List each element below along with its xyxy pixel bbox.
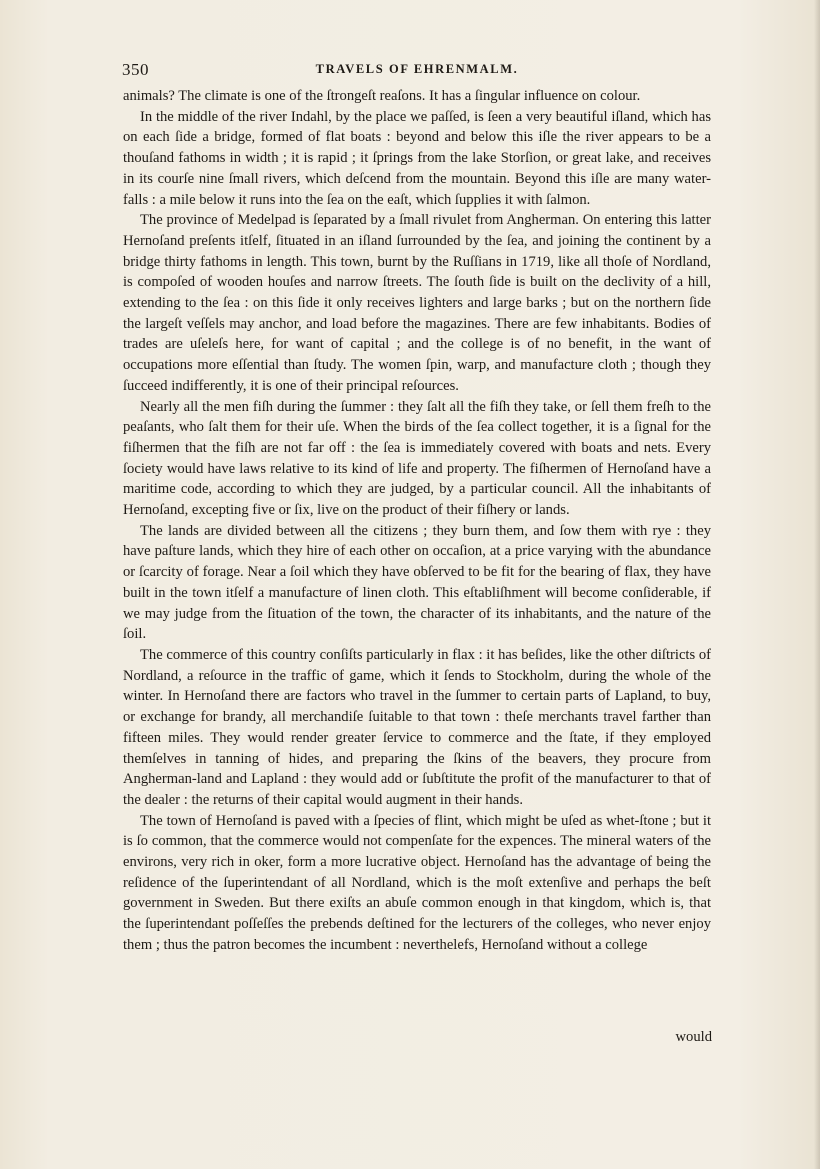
paragraph: In the middle of the river Indahl, by the place we paſſed, is ſeen a very beautiful iſland, which has on each ſide a bridge, formed of flat boats : beyond and below this iſle the river appears to be a thouſand fathoms in width ; it is rapid ; it ſprings from the lake Storſion, or great lake, and receives in its courſe nine ſmall rivers, which deſcend from the mountain. Beyond this iſle are many water-falls : a mile below it runs into the ſea on the eaſt, which ſupplies it with ſalmon.: [123, 108, 711, 208]
paragraph: The town of Hernoſand is paved with a ſpecies of flint, which might be uſed as whet-ſtone ; but it is ſo common, that the commerce would not compenſate for the expences. The mineral waters of the environs, very rich in oker, form a more lucrative object. Hernoſand has the advantage of being the reſidence of the ſuperintendant of all Nordland, which is the moſt extenſive and perhaps the beſt government in Sweden. But there exiſts an abuſe common enough in that kingdom, which is, that the ſuperintendant poſſeſſes the prebends deſtined for the lecturers of the colleges, who never enjoy them ; thus the patron becomes the incumbent : neverthelefs, Hernoſand without a college: [123, 812, 711, 953]
page-edge-shadow: [814, 0, 820, 1169]
paragraph: The lands are divided between all the citizens ; they burn them, and ſow them with rye : they have paſture lands, which they hire of each other on occaſion, at a price varying with the abundance or ſcarcity of forage. Near a ſoil which they have obſerved to be fit for the bearing of flax, they have built in the town itſelf a manufacture of linen cloth. This eſtabliſhment will become conſiderable, if we may judge from the ſituation of the town, the character of its inhabitants, and the nature of the ſoil.: [123, 522, 711, 643]
paragraph: The province of Medelpad is ſeparated by a ſmall rivulet from Angherman. On entering this latter Hernoſand preſents itſelf, ſituated in an iſland ſurrounded by the ſea, and joining the continent by a bridge thirty fathoms in length. This town, burnt by the Ruſſians in 1719, like all thoſe of Nordland, is compoſed of wooden houſes and narrow ſtreets. The ſouth ſide is built on the declivity of a hill, extending to the ſea : on this ſide it only receives lighters and large barks ; but on the northern ſide the largeſt veſſels may anchor, and load before the magazines. There are few inhabitants. Bodies of trades are uſeleſs here, for want of capital ; and the college is of no benefit, in the want of occupations more eſſential than ſtudy. The women ſpin, warp, and manufacture cloth ; though they ſucceed indifferently, it is one of their principal reſources.: [123, 212, 711, 394]
paragraph: Nearly all the men fiſh during the ſummer : they ſalt all the fiſh they take, or ſell them freſh to the peaſants, who ſalt them for their uſe. When the birds of the ſea collect together, it is a ſignal for the fiſhermen that the fiſh are not far off : the ſea is immediately covered with boats and nets. Every ſociety would have laws relative to its kind of life and property. The fiſhermen of Hernoſand have a maritime code, according to which they are judged, by a particular council. All the inhabitants of Hernoſand, excepting five or ſix, live on the product of their fiſhery or lands.: [123, 398, 711, 519]
page-number: 350: [122, 60, 149, 79]
catchword: would: [675, 1029, 712, 1045]
paragraph: The commerce of this country conſiſts particularly in flax : it has beſides, like the other diſtricts of Nordland, a reſource in the traffic of game, which it ſends to Stockholm, during the whole of the winter. In Hernoſand there are factors who travel in the ſummer to certain parts of Lapland, to buy, or exchange for brandy, all merchandiſe ſuitable to that town : theſe merchants travel farther than fifteen miles. They would render greater ſervice to commerce and the ſtate, if they employed themſelves in tanning of hides, and preparing the ſkins of the beavers, they procure from Angherman-land and Lapland : they would add or ſubſtitute the profit of the manufacturer to that of the dealer : the returns of their capital would augment in their hands.: [123, 646, 711, 808]
page-header: [122, 60, 712, 82]
paragraph: animals? The climate is one of the ſtrongeſt reaſons. It has a ſingular influence on colour.: [123, 88, 641, 104]
running-head: TRAVELS OF EHRENMALM.: [315, 62, 519, 76]
body-text: [123, 86, 711, 956]
